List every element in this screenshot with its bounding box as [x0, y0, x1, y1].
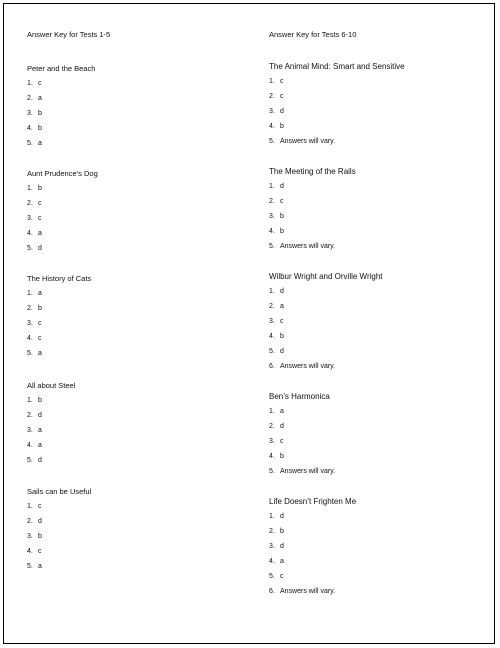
answer-item	[27, 124, 247, 134]
answer-value: a	[38, 95, 42, 102]
answer-item	[269, 77, 489, 87]
answer-value: b	[280, 123, 284, 130]
answer-item	[269, 107, 489, 117]
section-title: The Animal Mind: Smart and Sensitive	[269, 62, 405, 71]
answer-key-title-right: Answer Key for Tests 6-10	[269, 30, 357, 39]
answer-value: Answers will vary.	[280, 588, 336, 595]
answer-value: b	[38, 185, 42, 192]
answer-value: c	[280, 93, 284, 100]
section	[27, 64, 247, 149]
section	[269, 62, 489, 147]
answer-item	[269, 572, 489, 582]
answer-number: 2.	[269, 198, 275, 205]
answer-value: d	[280, 183, 284, 190]
answer-item	[27, 199, 247, 209]
answer-number: 4.	[269, 123, 275, 130]
answer-item	[269, 437, 489, 447]
section-title: Ben’s Harmonica	[269, 392, 330, 401]
answer-number: 5.	[269, 348, 275, 355]
answer-value: c	[280, 198, 284, 205]
answer-number: 1.	[269, 78, 275, 85]
answer-number: 1.	[27, 397, 33, 404]
answer-item	[27, 139, 247, 149]
answer-item	[269, 542, 489, 552]
answer-item	[269, 452, 489, 462]
answer-number: 1.	[269, 408, 275, 415]
answer-item	[269, 362, 489, 372]
answer-item	[269, 587, 489, 597]
section	[269, 167, 489, 252]
answer-value: d	[280, 108, 284, 115]
answer-item	[27, 411, 247, 421]
section	[27, 487, 247, 572]
section	[269, 272, 489, 372]
answer-item	[27, 94, 247, 104]
answer-value: c	[38, 200, 42, 207]
answer-value: c	[38, 80, 42, 87]
answer-value: a	[280, 558, 284, 565]
answer-number: 4.	[269, 333, 275, 340]
section-title: Life Doesn’t Frighten Me	[269, 497, 357, 506]
answer-value: c	[38, 548, 42, 555]
answer-item	[269, 122, 489, 132]
answer-value: c	[280, 318, 284, 325]
answer-key-page	[3, 3, 495, 644]
answer-value: c	[38, 215, 42, 222]
answer-item	[269, 92, 489, 102]
answer-item	[269, 287, 489, 297]
answer-number: 1.	[27, 290, 33, 297]
answer-item	[269, 512, 489, 522]
section-title: The History of Cats	[27, 274, 92, 283]
answer-number: 3.	[27, 320, 33, 327]
answer-value: d	[38, 457, 42, 464]
answer-number: 5.	[27, 350, 33, 357]
answer-number: 4.	[27, 335, 33, 342]
answer-value: d	[280, 543, 284, 550]
answer-number: 4.	[27, 442, 33, 449]
answer-number: 1.	[269, 513, 275, 520]
answer-item	[269, 227, 489, 237]
answer-item	[269, 302, 489, 312]
answer-value: a	[280, 408, 284, 415]
answer-value: b	[280, 213, 284, 220]
answer-number: 2.	[27, 95, 33, 102]
answer-number: 4.	[27, 230, 33, 237]
answer-number: 5.	[27, 245, 33, 252]
answer-value: c	[38, 335, 42, 342]
section-title: Wilbur Wright and Orville Wright	[269, 272, 383, 281]
answer-value: b	[38, 397, 42, 404]
answer-value: a	[38, 230, 42, 237]
answer-number: 5.	[27, 140, 33, 147]
answer-value: d	[38, 412, 42, 419]
answer-value: b	[38, 533, 42, 540]
answer-value: b	[280, 228, 284, 235]
answer-item	[27, 79, 247, 89]
answer-value: a	[38, 140, 42, 147]
answer-value: d	[280, 423, 284, 430]
section-title: All about Steel	[27, 381, 76, 390]
answer-item	[27, 547, 247, 557]
answer-number: 2.	[27, 518, 33, 525]
section	[27, 274, 247, 359]
answer-value: b	[38, 110, 42, 117]
answer-item	[269, 557, 489, 567]
answer-item	[27, 214, 247, 224]
answer-item	[269, 212, 489, 222]
section-title: Peter and the Beach	[27, 64, 96, 73]
answer-number: 5.	[269, 138, 275, 145]
answer-number: 3.	[27, 427, 33, 434]
answer-value: a	[38, 350, 42, 357]
section	[27, 381, 247, 466]
answer-number: 2.	[269, 528, 275, 535]
answer-value: c	[280, 438, 284, 445]
answer-item	[269, 422, 489, 432]
answer-item	[269, 197, 489, 207]
answer-value: b	[280, 528, 284, 535]
answer-value: d	[280, 288, 284, 295]
answer-item	[27, 502, 247, 512]
answer-number: 3.	[269, 543, 275, 550]
answer-item	[27, 456, 247, 466]
answer-number: 1.	[27, 80, 33, 87]
answer-value: d	[280, 348, 284, 355]
answer-item	[269, 332, 489, 342]
answer-value: b	[38, 305, 42, 312]
answer-item	[27, 184, 247, 194]
answer-number: 1.	[27, 185, 33, 192]
answer-number: 6.	[269, 363, 275, 370]
answer-value: Answers will vary.	[280, 138, 336, 145]
answer-number: 2.	[27, 412, 33, 419]
answer-item	[269, 347, 489, 357]
answer-item	[27, 319, 247, 329]
answer-item	[269, 242, 489, 252]
answer-value: b	[38, 125, 42, 132]
answer-number: 5.	[269, 573, 275, 580]
section-title: Aunt Prudence’s Dog	[27, 169, 98, 178]
answer-number: 3.	[27, 215, 33, 222]
answer-number: 5.	[27, 563, 33, 570]
answer-number: 4.	[27, 125, 33, 132]
answer-item	[27, 426, 247, 436]
answer-item	[27, 244, 247, 254]
answer-number: 2.	[269, 423, 275, 430]
answer-item	[269, 317, 489, 327]
answer-value: a	[280, 303, 284, 310]
answer-number: 1.	[269, 183, 275, 190]
answer-value: a	[38, 290, 42, 297]
answer-value: d	[280, 513, 284, 520]
answer-item	[27, 289, 247, 299]
section-title: Sails can be Useful	[27, 487, 92, 496]
answer-item	[269, 407, 489, 417]
answer-number: 3.	[27, 110, 33, 117]
answer-number: 2.	[27, 200, 33, 207]
answer-number: 4.	[269, 228, 275, 235]
answer-number: 3.	[269, 108, 275, 115]
answer-value: d	[38, 245, 42, 252]
answer-item	[27, 109, 247, 119]
answer-value: b	[280, 453, 284, 460]
section	[269, 392, 489, 477]
answer-number: 5.	[269, 243, 275, 250]
answer-item	[27, 532, 247, 542]
answer-value: c	[280, 78, 284, 85]
answer-value: d	[38, 518, 42, 525]
answer-item	[27, 304, 247, 314]
answer-number: 2.	[269, 303, 275, 310]
answer-value: c	[38, 503, 42, 510]
answer-value: a	[38, 442, 42, 449]
answer-number: 4.	[27, 548, 33, 555]
answer-item	[269, 182, 489, 192]
answer-number: 3.	[269, 213, 275, 220]
answer-number: 3.	[27, 533, 33, 540]
answer-item	[269, 137, 489, 147]
answer-item	[27, 229, 247, 239]
answer-item	[27, 441, 247, 451]
answer-item	[27, 396, 247, 406]
answer-number: 5.	[269, 468, 275, 475]
answer-number: 4.	[269, 453, 275, 460]
answer-number: 1.	[27, 503, 33, 510]
section-title: The Meeting of the Rails	[269, 167, 356, 176]
answer-item	[269, 527, 489, 537]
answer-item	[27, 562, 247, 572]
answer-number: 5.	[27, 457, 33, 464]
answer-item	[27, 334, 247, 344]
answer-number: 6.	[269, 588, 275, 595]
answer-number: 3.	[269, 318, 275, 325]
answer-item	[27, 349, 247, 359]
answer-value: Answers will vary.	[280, 468, 336, 475]
answer-value: Answers will vary.	[280, 363, 336, 370]
answer-value: Answers will vary.	[280, 243, 336, 250]
answer-number: 2.	[269, 93, 275, 100]
answer-value: a	[38, 427, 42, 434]
answer-number: 1.	[269, 288, 275, 295]
answer-key-title-left: Answer Key for Tests 1-5	[27, 30, 111, 39]
answer-item	[27, 517, 247, 527]
answer-value: b	[280, 333, 284, 340]
answer-value: a	[38, 563, 42, 570]
answer-number: 2.	[27, 305, 33, 312]
answer-number: 4.	[269, 558, 275, 565]
answer-value: c	[38, 320, 42, 327]
answer-number: 3.	[269, 438, 275, 445]
answer-item	[269, 467, 489, 477]
answer-value: c	[280, 573, 284, 580]
section	[269, 497, 489, 597]
section	[27, 169, 247, 254]
